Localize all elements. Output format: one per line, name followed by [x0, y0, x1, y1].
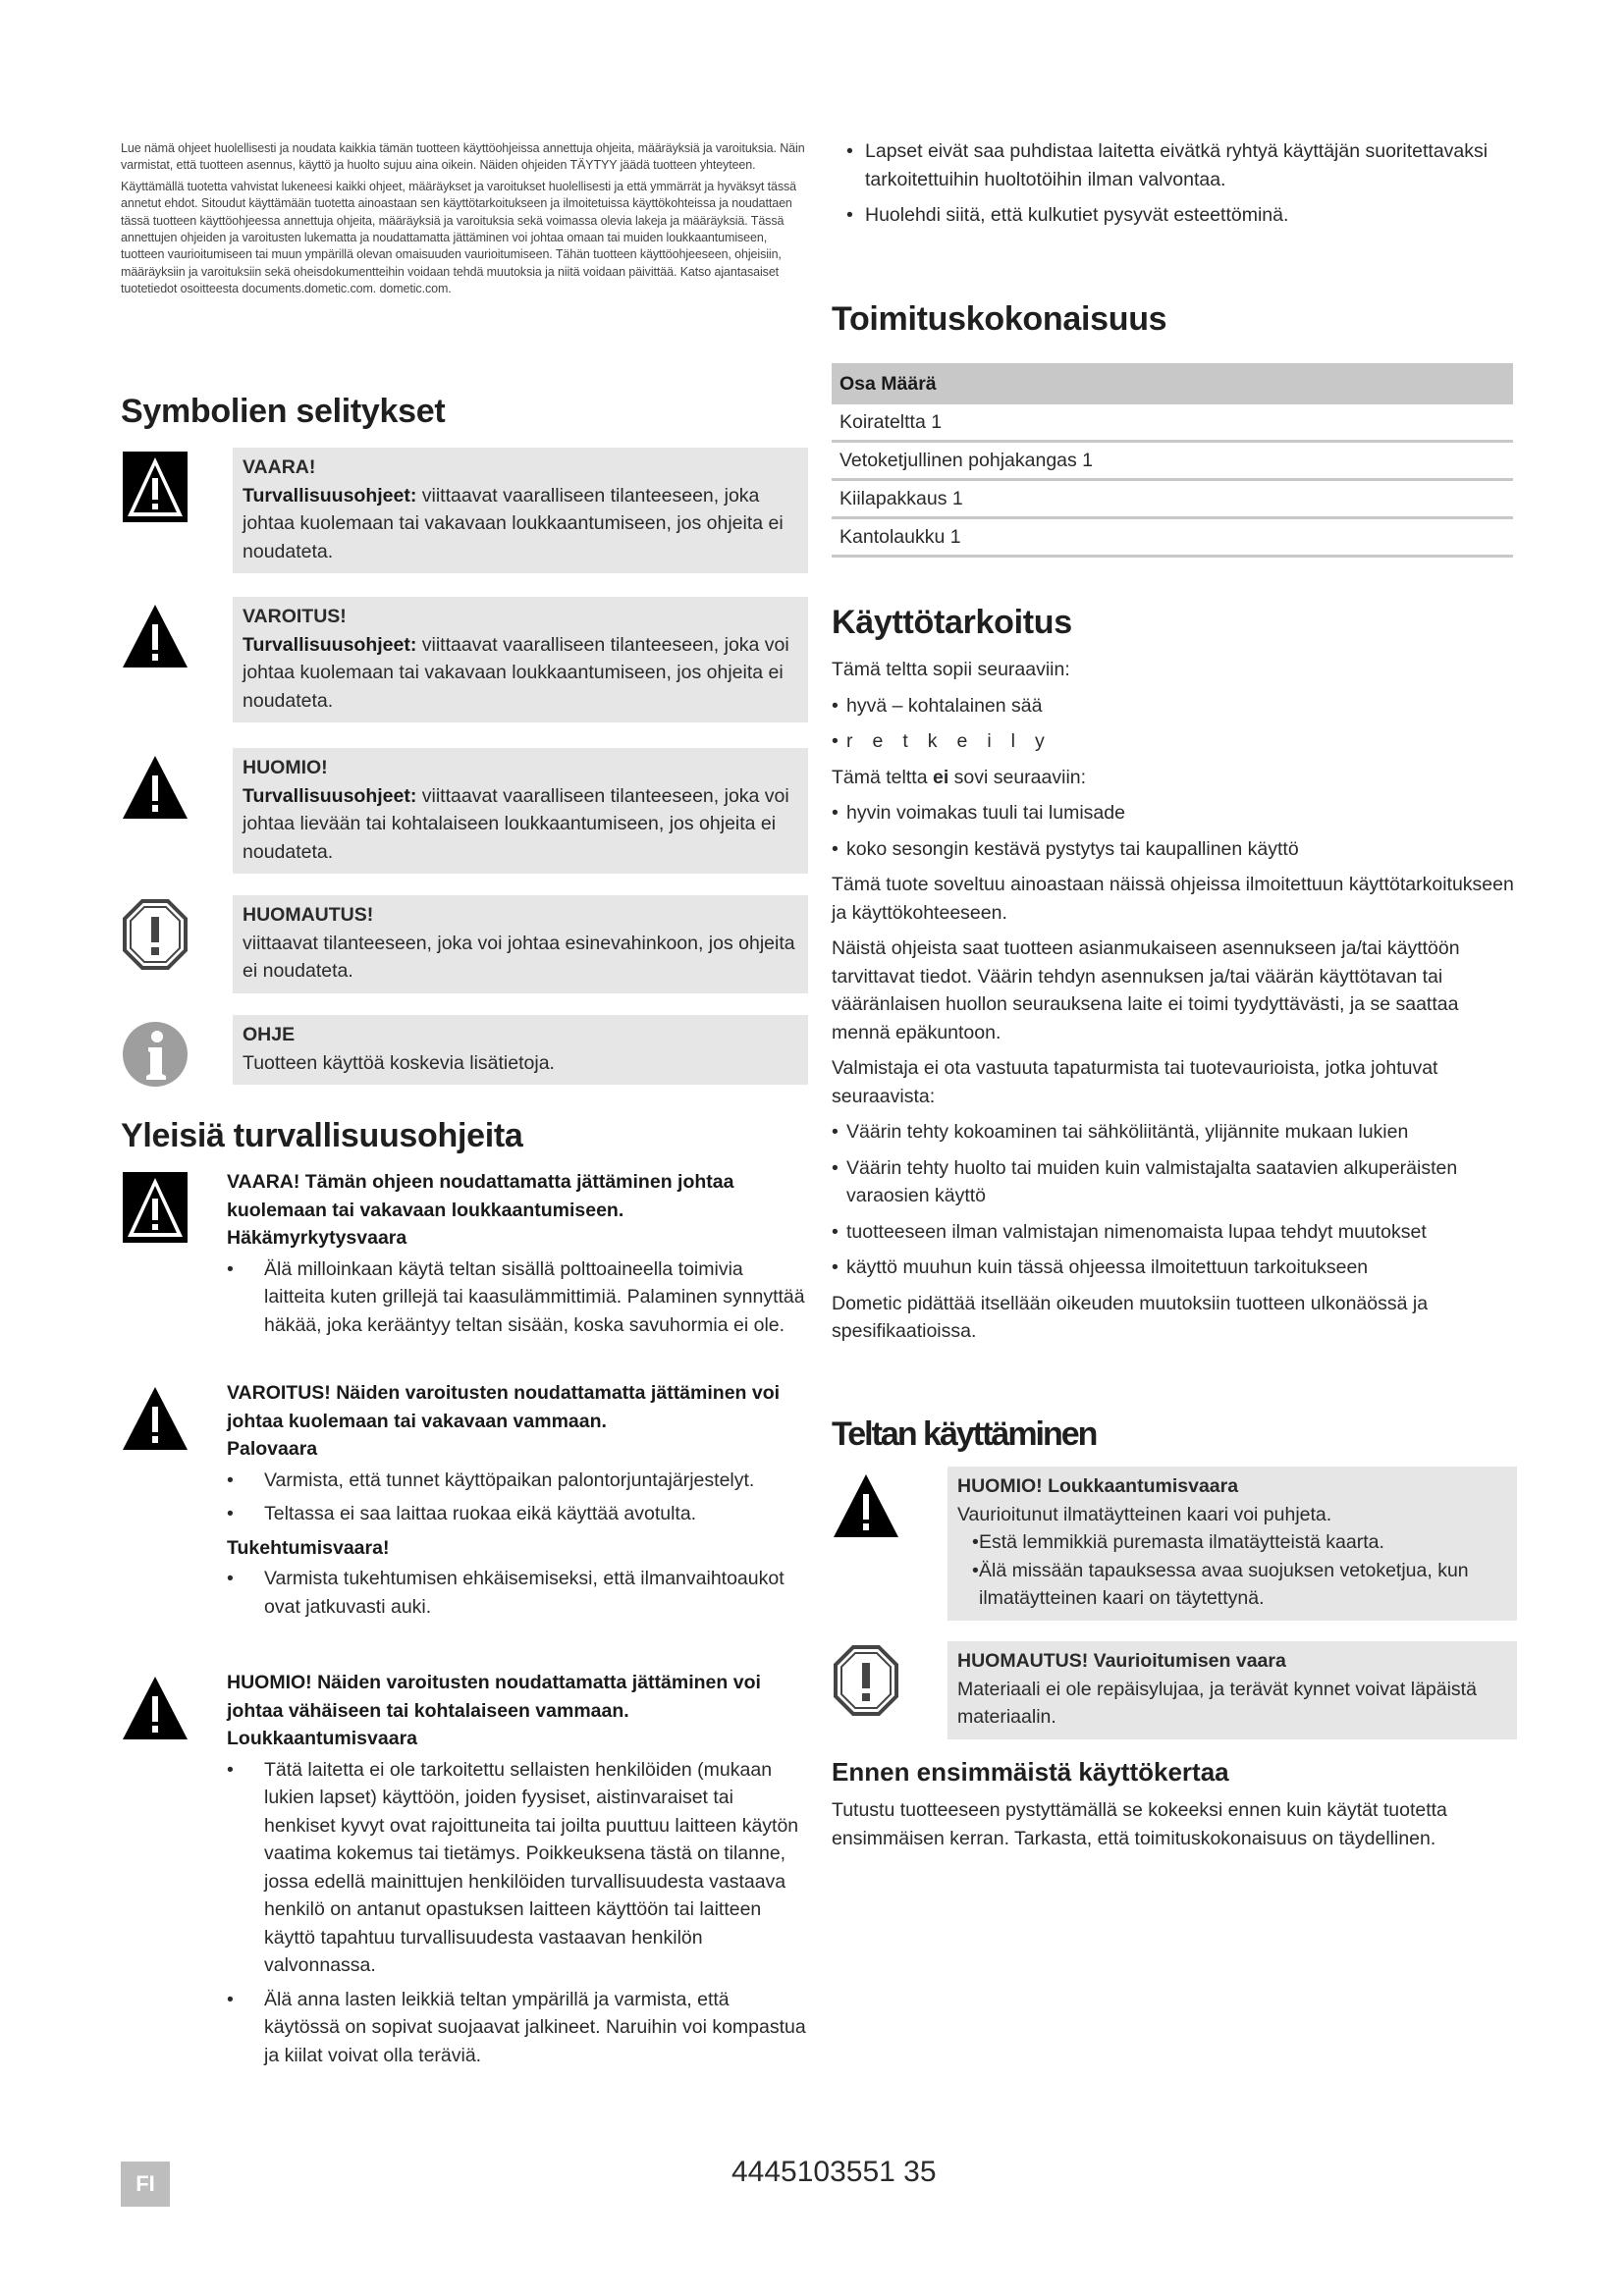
safety-warning-body [227, 1379, 808, 1627]
tent-caution-text: Vaurioitunut ilmatäytteinen kaari voi puhjeta. [957, 1503, 1332, 1525]
usage-paragraph-2: Näistä ohjeista saat tuotteen asianmukaiseen asennukseen ja/tai käyttöön tarvittavat tiedot. Väärin tehdyn asennuksen ja/tai väärän käyttötavan tai vääränlaisen huollon seurauksena laite ei toimi tyydyttävästi, ja se saattaa mennä epäkuntoon. [832, 937, 1460, 1043]
delivery-table-header [832, 363, 1513, 404]
safety-danger-subheading: Häkämyrkytysvaara [227, 1227, 407, 1249]
usage-not-bold: ei [932, 766, 949, 788]
delivery-row-4: Kantolaukku 1 [832, 518, 1513, 557]
table-row [832, 442, 1513, 480]
usage-paragraph-4: Dometic pidättää itsellään oikeuden muutoksiin tuotteen ulkonäössä ja spesifikaatioissa. [832, 1292, 1429, 1342]
symbol-warning-lead: Turvallisuusohjeet: [243, 633, 417, 656]
tent-caution-heading: HUOMIO! Loukkaantumisvaara [957, 1475, 1239, 1497]
symbol-notice-text: viittaavat tilanteeseen, joka voi johtaa esinevahinkoon, jos ohjeita ei noudateta. [243, 932, 795, 982]
tent-caution-bullet-1-text: Estä lemmikkiä puremasta ilmatäytteistä kaarta. [979, 1531, 1384, 1553]
intro-text [121, 140, 808, 302]
safety-caution-subheading: Loukkaantumisvaara [227, 1728, 418, 1749]
delivery-title: Toimituskokonaisuus [832, 300, 1167, 338]
symbol-info [121, 1015, 808, 1094]
tent-notice-box [947, 1641, 1517, 1739]
safety-warning-heading: VAROITUS! Näiden varoitusten noudattamatta jättäminen voi johtaa kuolemaan tai vakavaan vammaan. [227, 1382, 781, 1432]
safety-danger-bullet-1: • Älä milloinkaan käytä teltan sisällä polttoaineella toimivia laitteita kuten grillejä tai kaasulämmittimiä. Palaminen synnyttää häkää, joka kerääntyy teltan sisään, koska savuhormia ei ole. [227, 1255, 808, 1340]
safety-danger-body [227, 1168, 808, 1345]
safety-warning-subheading-1: Palovaara [227, 1438, 318, 1460]
safety-danger-heading: VAARA! Tämän ohjeen noudattamatta jättäminen johtaa kuolemaan tai vakavaan loukkaantumiseen. [227, 1171, 734, 1221]
symbol-caution-label: HUOMIO! [243, 757, 328, 778]
symbol-warning-box [233, 597, 808, 722]
usage-not-suits [832, 764, 1517, 792]
usage-suits: Tämä teltta sopii seuraaviin: [832, 659, 1070, 680]
safety-caution-bullet-1: • Tätä laitetta ei ole tarkoitettu sellaisten henkilöiden (mukaan lukien lapset) käyttöön, joiden fyysiset, aistinvaraiset tai henkiset kyvyt ovat rajoittuneita tai joilta puuttuu laitteen käytön vaatima kokemus tai tietämys. Poikkeuksena tästä on tilanne, jossa edellä mainittujen henkilöiden turvallisuudesta vastaava henkilö on antanut opastuksen laitteen käyttöön tai laitteen käyttö tapahtuu turvallisuudesta vastaavan henkilön valvonnassa. [227, 1756, 808, 1980]
delivery-row-3: Kiilapakkaus 1 [832, 480, 1513, 518]
usage-title: Käyttötarkoitus [832, 604, 1072, 641]
symbol-danger [121, 448, 808, 573]
symbol-warning-label: VAROITUS! [243, 606, 347, 627]
table-row [832, 480, 1513, 518]
symbol-warning-text [243, 631, 798, 716]
tent-notice-heading: HUOMAUTUS! Vaurioitumisen vaara [957, 1650, 1286, 1672]
symbol-danger-desc: viittaavat vaaralliseen tilanteeseen, joka johtaa kuolemaan tai vakavaan loukkaantumiseen, jos ohjeita ei noudateta. [243, 484, 784, 562]
safety-title: Yleisiä turvallisuusohjeita [121, 1117, 523, 1154]
caution-triangle-icon [832, 1467, 900, 1545]
safety-danger [121, 1168, 808, 1345]
warning-triangle-icon [121, 597, 189, 675]
safety-warning-subheading-2: Tukehtumisvaara! [227, 1536, 390, 1559]
first-use-text: Tutustu tuotteeseen pystyttämällä se kokeeksi ennen kuin käytät tuotetta ensimmäisen kerran. Tarkasta, että toimituskokonaisuus on täydellinen. [832, 1799, 1447, 1849]
danger-sign-icon [121, 448, 189, 526]
notice-octagon-icon [121, 895, 189, 974]
tent-caution [832, 1467, 1517, 1621]
safety-warning-bullet-3: • Varmista tukehtumisen ehkäisemiseksi, että ilmanvaihtoaukot ovat jatkuvasti auki. [227, 1565, 808, 1621]
notice-octagon-icon [832, 1641, 900, 1720]
usage-not-1: • hyvin voimakas tuuli tai lumisade [832, 799, 1517, 828]
symbol-warning-desc: viittaavat vaaralliseen tilanteeseen, joka voi johtaa kuolemaan tai vakavaan loukkaantumiseen, jos ohjeita ei noudateta. [243, 633, 789, 712]
symbol-danger-label: VAARA! [243, 456, 316, 478]
tent-notice [832, 1641, 1517, 1739]
tent-caution-box [947, 1467, 1517, 1621]
usage-not-2: • koko sesongin kestävä pystytys tai kaupallinen käyttö [832, 835, 1517, 864]
usage-not-post: sovi seuraaviin: [948, 766, 1087, 788]
usage-liability-4: • käyttö muuhun kuin tässä ohjeessa ilmoitettuun tarkoitukseen [832, 1254, 1517, 1282]
usage-suits-2-item [832, 727, 1517, 756]
safety-caution-heading: HUOMIO! Näiden varoitusten noudattamatta jättäminen voi johtaa vähäiseen tai kohtalaiseen vammaan. [227, 1672, 761, 1722]
caution-triangle-icon [121, 1669, 189, 1747]
symbol-caution-lead: Turvallisuusohjeet: [243, 784, 417, 807]
symbol-warning [121, 597, 808, 722]
first-use-title: Ennen ensimmäistä käyttökertaa [832, 1757, 1229, 1787]
tent-use-title: Teltan käyttäminen [832, 1415, 1097, 1453]
safety-warning-bullet-1: • Varmista, että tunnet käyttöpaikan palontorjuntajärjestelyt. [227, 1467, 808, 1495]
right-top-bullets [832, 137, 1517, 230]
page-number: 4445103551 35 [731, 2156, 937, 2188]
delivery-row-1: Koirateltta 1 [832, 404, 1513, 442]
tent-caution-bullet-2 [957, 1557, 1507, 1613]
warning-triangle-icon [121, 1379, 189, 1458]
symbol-danger-lead: Turvallisuusohjeet: [243, 484, 417, 507]
symbol-notice-box [233, 895, 808, 993]
intro-paragraph-1: Lue nämä ohjeet huolellisesti ja noudata kaikkia tämän tuotteen käyttöohjeissa annettuja ohjeita, määräyksiä ja varoituksia. Näin varmistat, että tuotteen asennus, käyttö ja huolto sujuu aina oikein. Näiden ohjeiden TÄYTYY jäädä tuotteen yhteyteen. [121, 141, 805, 173]
safety-caution-body [227, 1669, 808, 2075]
symbol-caution-text [243, 782, 798, 867]
right-top-bullet-1: • Lapset eivät saa puhdistaa laitetta eivätkä ryhtyä käyttäjän suoritettavaksi tarkoitettuihin huoltotöihin ilman valvontaa. [832, 137, 1517, 193]
safety-caution [121, 1669, 808, 2075]
symbol-info-box [233, 1015, 808, 1085]
symbol-notice [121, 895, 808, 993]
usage-suits-2: retkeily [846, 730, 1064, 752]
symbol-info-text: Tuotteen käyttöä koskevia lisätietoja. [243, 1051, 555, 1074]
symbol-info-label: OHJE [243, 1024, 296, 1045]
tent-caution-bullet-2-text: Älä missään tapauksessa avaa suojuksen vetoketjua, kun ilmatäytteinen kaari on täytettynä. [979, 1559, 1469, 1609]
info-icon [121, 1015, 189, 1094]
usage-liability-3: • tuotteeseen ilman valmistajan nimenomaista lupaa tehdyt muutokset [832, 1218, 1517, 1247]
symbol-caution-box [233, 748, 808, 874]
tent-caution-bullet-1 [957, 1528, 1507, 1557]
symbol-danger-text [243, 482, 798, 566]
caution-triangle-icon [121, 748, 189, 827]
delivery-table [832, 363, 1513, 558]
safety-warning-bullet-2: • Teltassa ei saa laittaa ruokaa eikä käyttää avotulta. [227, 1500, 808, 1528]
table-row [832, 404, 1513, 442]
symbol-danger-box [233, 448, 808, 573]
danger-sign-icon [121, 1168, 189, 1247]
symbol-notice-label: HUOMAUTUS! [243, 904, 374, 926]
language-badge: FI [121, 2162, 170, 2207]
safety-caution-bullet-2: • Älä anna lasten leikkiä teltan ympärillä ja varmista, että käytössä on sopivat suojaavat jalkineet. Naruihin voi kompastua ja kiilat voivat olla teräviä. [227, 1986, 808, 2070]
usage-paragraph-1: Tämä tuote soveltuu ainoastaan näissä ohjeissa ilmoitettuun käyttötarkoitukseen ja käyttökohteeseen. [832, 874, 1514, 924]
symbols-title: Symbolien selitykset [121, 393, 446, 430]
tent-notice-text: Materiaali ei ole repäisylujaa, ja terävät kynnet voivat läpäistä materiaalin. [957, 1678, 1477, 1728]
safety-warning [121, 1379, 808, 1627]
delivery-row-2: Vetoketjullinen pohjakangas 1 [832, 442, 1513, 480]
usage-body [832, 656, 1517, 1354]
right-top-bullet-2: • Huolehdi siitä, että kulkutiet pysyvät esteettöminä. [832, 201, 1517, 230]
usage-liability-1: • Väärin tehty kokoaminen tai sähköliitäntä, ylijännite mukaan lukien [832, 1118, 1517, 1147]
usage-liability-2: • Väärin tehty huolto tai muiden kuin valmistajalta saatavien alkuperäisten varaosien käyttö [832, 1154, 1517, 1210]
usage-suits-1: • hyvä – kohtalainen sää [832, 692, 1517, 721]
delivery-header-cell: Osa Määrä [832, 363, 1513, 404]
usage-not-pre: Tämä teltta [832, 766, 933, 788]
symbol-caution [121, 748, 808, 874]
symbol-caution-desc: viittaavat vaaralliseen tilanteeseen, joka voi johtaa lievään tai kohtalaiseen loukkaantumiseen, jos ohjeita ei noudateta. [243, 784, 789, 863]
table-row [832, 518, 1513, 557]
usage-paragraph-3: Valmistaja ei ota vastuuta tapaturmista tai tuotevaurioista, jotka johtuvat seuraavista: [832, 1057, 1438, 1107]
intro-paragraph-2: Käyttämällä tuotetta vahvistat lukeneesi kaikki ohjeet, määräykset ja varoitukset huolellisesti ja että ymmärrät ja hyväksyt tässä annetut ehdot. Sitoudut käyttämään tuotetta ainoastaan sen käyttötarkoitukseen ja ilmoitetuissa käyttökohteissa ja noudattaen tässä tuotteen käyttöohjeessa annettuja ohjeita, määräyksiä ja varoituksia sekä voimassa olevia lakeja ja määräyksiä. Tässä annettujen ohjeiden ja varoitusten lukematta ja noudattamatta jättäminen voi johtaa omaan tai muiden loukkaantumiseen, tuotteen vaurioitumiseen tai muun ympärillä olevan omaisuuden vaurioitumiseen. Tähän tuotteen käyttöohjeeseen, ohjeisiin, määräyksiin ja varoituksiin sekä oheisdokumentteihin voidaan tehdä muutoksia ja niitä voidaan päivittää. Katso ajantasaiset tuotetiedot osoitteesta documents.dometic.com. dometic.com. [121, 179, 797, 296]
